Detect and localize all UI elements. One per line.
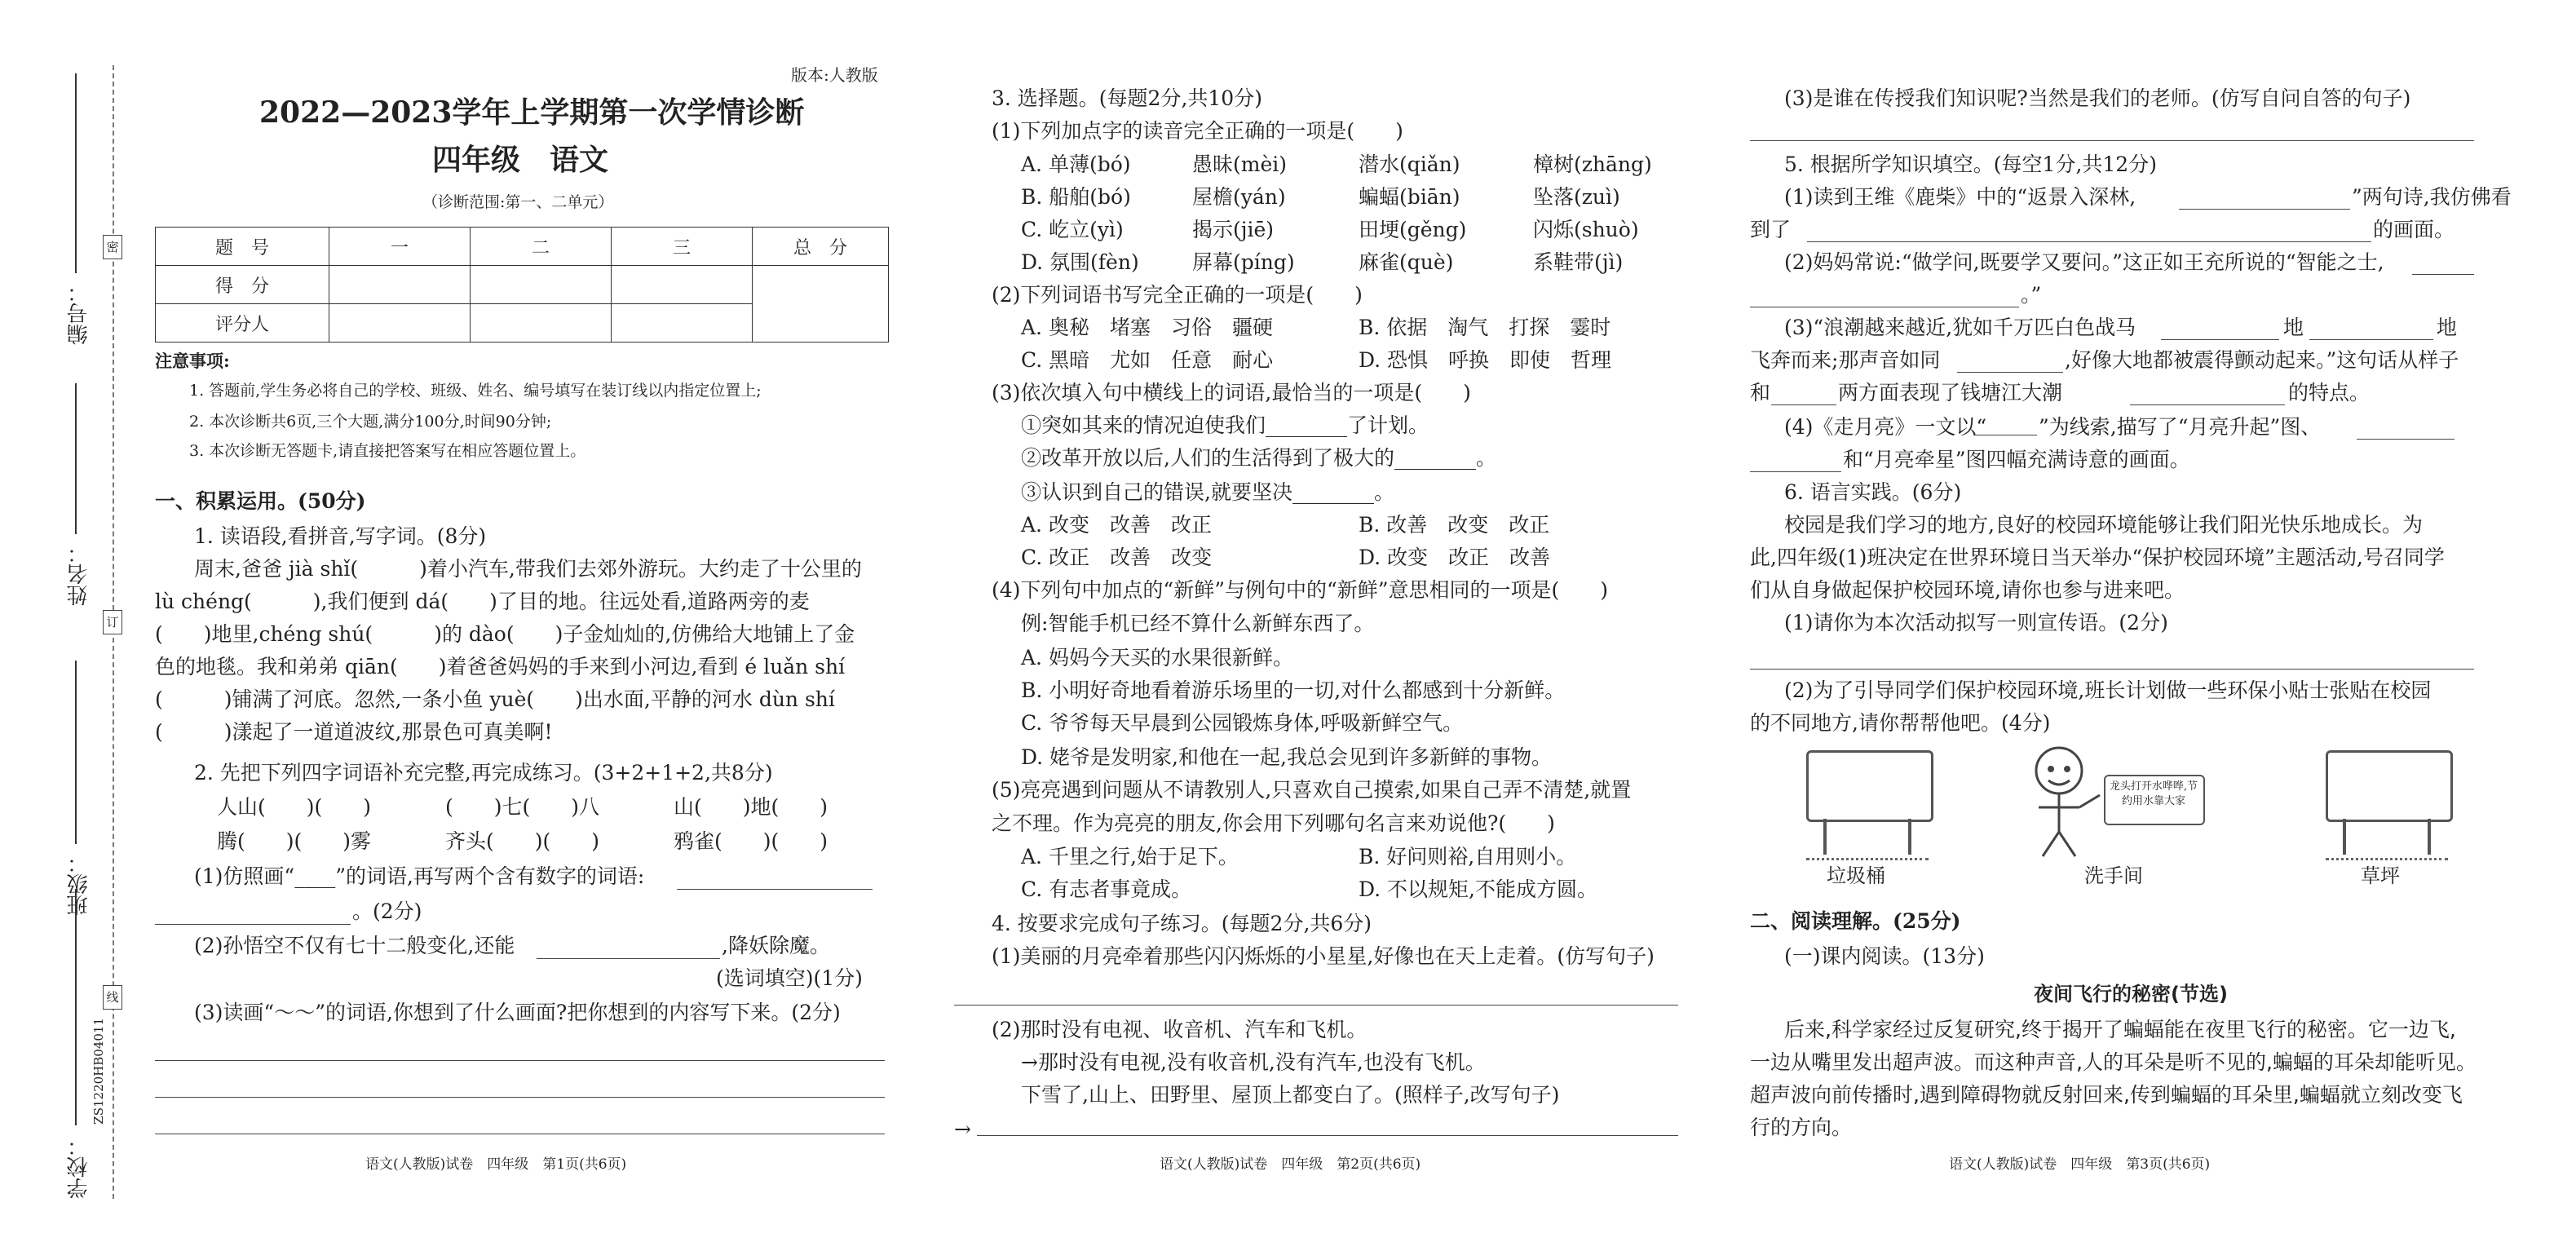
q5-sub-1: (1)读到王维《鹿柴》中的“返景入深林, [1784,185,2136,209]
q6-sub-1: (1)请你为本次活动拟写一则宣传语。(2分) [1784,611,2168,634]
q2-sub-1: (1)仿照画“____”的词语,再写两个含有数字的词语: [194,864,645,888]
q6-sub-2-cont: 的不同地方,请你帮帮他吧。(4分) [1750,711,2051,735]
option[interactable]: C. 爷爷每天早晨到公园锻炼身体,呼吸新鲜空气。 [1021,711,1464,735]
paper-code: ZS1220HB04011 [91,1018,106,1125]
q5-sub-3: (3)“浪潮越来越近,犹如千万匹白色战马 [1784,316,2136,339]
q1-line: 周末,爸爸 jià shǐ( )着小汽车,带我们去郊外游玩。大约走了十公里的 [194,557,862,581]
section-two-sub: (一)课内阅读。(13分) [1784,944,1985,968]
q5-sub-3-cont: 飞奔而来;那声音如同 [1750,348,1941,372]
answer-line[interactable] [1750,140,2474,141]
reading-line: 行的方向。 [1750,1116,1853,1139]
option-word: 系鞋带(jì) [1533,250,1624,274]
q4-sub-3: (3)是谁在传授我们知识呢?当然是我们的老师。(仿写自问自答的句子) [1784,86,2411,110]
name-label: 姓名： [67,542,91,606]
q1-line: ( )漾起了一道道波纹,那景色可真美啊! [155,720,553,744]
question-5: 5. 根据所学知识填空。(每空1分,共12分) [1784,152,2157,176]
q1-line: lù chéng( ),我们便到 dá( )了目的地。往远处看,道路两旁的麦 [155,590,810,613]
option[interactable]: A. 千里之行,始于足下。 [1021,845,1239,869]
sign-post [1908,819,1911,855]
q5-sub-1-end: 的画面。 [2373,218,2455,241]
option[interactable]: B. 依据 淘气 打探 霎时 [1359,316,1611,339]
q6-intro-cont: 此,四年级(1)班决定在世界环境日当天举办“保护校园环境”主题活动,号召同学 [1750,546,2445,569]
sign-post [1823,819,1827,855]
fill-blank[interactable] [1957,372,2063,373]
version-label: 版本:人教版 [791,65,878,85]
sign-post [2428,819,2431,855]
signboard-trash[interactable] [1806,750,1933,822]
fill-blank[interactable] [2412,274,2474,275]
gutter-mark-mi: 密 [103,235,122,259]
idiom-blank[interactable]: ( )七( )八 [445,795,600,819]
sign-post [2343,819,2346,855]
q2-sub-2-note: (选词填空)(1分) [716,966,863,990]
place-lawn: 草坪 [2361,864,2400,887]
q1-line: ( )铺满了河底。忽然,一条小鱼 yuè( )出水面,平静的河水 dùn shí [155,687,835,711]
question-4: 4. 按要求完成句子练习。(每题2分,共6分) [992,912,1372,935]
option[interactable]: D. 恐惧 呼换 即使 哲理 [1359,348,1612,372]
fill-blank[interactable] [1807,241,2371,242]
score-head-2: 二 [471,228,612,266]
signboard-lawn[interactable] [2326,750,2453,822]
score-head-label: 题 号 [156,228,329,266]
fill-blank[interactable] [1771,404,1836,405]
option[interactable]: B. 好问则裕,自用则小。 [1359,845,1577,869]
score-row-label: 得 分 [156,266,329,304]
grader-cell[interactable] [471,304,612,343]
q6-intro-end: 们从自身做起保护校园环境,请你也参与进来吧。 [1750,578,2185,602]
notice-title: 注意事项: [155,351,230,371]
score-head-1: 一 [329,228,471,266]
q4-sub-1: (1)美丽的月亮牵着那些闪闪烁烁的小星星,好像也在天上走着。(仿写句子) [992,944,1655,968]
q3-3-sentence: ①突如其来的情况迫使我们________了计划。 [1021,413,1429,437]
answer-line[interactable] [977,1135,1678,1136]
answer-line[interactable] [537,958,720,959]
question-1: 1. 读语段,看拼音,写字词。(8分) [194,524,487,548]
q3-sub-3: (3)依次填入句中横线上的词语,最恰当的一项是( ) [992,381,1471,404]
q2-sub-3: (3)读画“～～”的词语,你想到了什么画面?把你想到的内容写下来。(2分) [194,1001,841,1024]
grader-cell[interactable] [612,304,753,343]
grader-cell[interactable] [329,304,471,343]
fill-blank[interactable] [2357,439,2454,440]
notice-item: 3. 本次诊断无答题卡,请直接把答案写在相应答题位置上。 [189,442,586,460]
q5-sub-3-cont2: ,好像大地都被震得颤动起来。”这句话从样子 [2065,348,2459,372]
q5-sub-3-end: 的特点。 [2288,381,2371,404]
question-3: 3. 选择题。(每题2分,共10分) [992,86,1262,110]
score-head-total: 总 分 [753,228,889,266]
class-label: 班级： [67,852,91,916]
fill-blank[interactable] [2161,339,2279,340]
option[interactable]: D. 改变 改正 改善 [1359,546,1551,569]
q5-sub-4-tail: ”为线索,描写了“月亮升起”图、 [2039,415,2322,439]
q1-line: 色的地毯。我和弟弟 qiān( )着爸爸妈妈的手来到小河边,看到 é luǎn shí [155,655,846,678]
score-cell[interactable] [471,266,612,304]
option[interactable]: D. 不以规矩,不能成方圆。 [1359,877,1597,901]
option[interactable]: B. 船舶(bó) [1021,185,1131,209]
fill-blank[interactable] [2179,209,2350,210]
q3-sub-4: (4)下列句中加点的“新鲜”与例句中的“新鲜”意思相同的一项是( ) [992,578,1609,602]
option-word: 麻雀(què) [1359,250,1454,274]
q5-sub-4-end: 和“月亮牵星”图四幅充满诗意的画面。 [1843,448,2190,471]
q5-sub-4: (4)《走月亮》一文以“ [1784,415,1987,439]
option[interactable]: B. 小明好奇地看着游乐场里的一切,对什么都感到十分新鲜。 [1021,678,1566,702]
exam-scope: （诊断范围:第一、二单元） [422,193,614,211]
option-word: 潜水(qiǎn) [1359,152,1460,176]
place-restroom: 洗手间 [2084,864,2143,887]
place-trash: 垃圾桶 [1827,864,1885,887]
section-one-heading: 一、积累运用。(50分) [155,489,366,513]
option-word: 樟树(zhāng) [1533,152,1652,176]
section-two-heading: 二、阅读理解。(25分) [1750,909,1961,933]
page-footer: 语文(人教版)试卷 四年级 第2页(共6页) [1160,1156,1421,1173]
q5-sub-1-tail: ”两句诗,我仿佛看 [2352,185,2512,209]
option-word: 闪烁(shuò) [1533,218,1639,241]
answer-line[interactable] [155,1097,885,1098]
option[interactable]: C. 有志者事竟成。 [1021,877,1192,901]
reading-line: 后来,科学家经过反复研究,终于揭开了蝙蝠能在夜里飞行的秘密。它一边飞, [1784,1018,2456,1041]
q3-3-sentence: ③认识到自己的错误,就要坚决________。 [1021,480,1394,504]
option-word: 屏幕(píng) [1192,250,1295,274]
page-subtitle: 四年级 语文 [432,143,609,177]
answer-line[interactable] [155,1060,885,1061]
q3-sub-1: (1)下列加点字的读音完全正确的一项是( ) [992,119,1403,143]
q3-4-example: 例:智能手机已经不算什么新鲜东西了。 [1021,612,1375,635]
fill-blank[interactable] [2309,339,2433,340]
page-footer: 语文(人教版)试卷 四年级 第1页(共6页) [365,1156,627,1173]
q5-sub-2: (2)妈妈常说:“做学问,既要学又要问。”这正如王充所说的“智能之士, [1784,250,2384,274]
option[interactable]: A. 妈妈今天买的水果很新鲜。 [1021,646,1293,670]
option-word: 屋檐(yán) [1192,185,1286,209]
page-title: 2022—2023学年上学期第一次学情诊断 [259,95,805,130]
score-table [155,227,889,343]
text: 地 [2283,316,2304,339]
option-word: 愚昧(mèi) [1192,152,1288,176]
grader-row-label: 评分人 [156,304,329,343]
answer-line[interactable] [954,1005,1678,1006]
reading-line: 一边从嘴里发出超声波。而这种声音,人的耳朵是听不见的,蝙蝠的耳朵却能听见。 [1750,1050,2477,1074]
number-line [75,73,77,273]
option-word: 蝙蝠(biān) [1359,185,1460,209]
q6-sub-2: (2)为了引导同学们保护校园环境,班长计划做一些环保小贴士张贴在校园 [1784,678,2432,702]
q3-sub-5: (5)亮亮遇到问题从不请教别人,只喜欢自己摸索,如果自己弄不清楚,就置 [992,778,1632,802]
name-line [75,383,77,534]
q6-intro: 校园是我们学习的地方,良好的校园环境能够让我们阳光快乐地成长。为 [1784,513,2423,537]
page-footer: 语文(人教版)试卷 四年级 第3页(共6页) [1949,1156,2211,1173]
q5-sub-2-end: 。” [2021,283,2042,307]
fill-blank[interactable] [1750,471,1841,472]
option[interactable]: A. 改变 改善 改正 [1021,513,1212,537]
idiom-blank[interactable]: 腾( )( )雾 [217,829,372,853]
option-word: 田埂(gěng) [1359,218,1467,241]
grass-icon [2326,853,2448,860]
arrow-icon: → [954,1117,971,1141]
grass-icon [1806,853,1929,860]
answer-line[interactable] [155,924,351,925]
idiom-blank[interactable]: 山( )地( ) [674,795,828,819]
number-label: 编号： [67,281,91,345]
q5-sub-1-cont: 到了 [1750,218,1792,241]
idiom-blank[interactable]: 鸦雀( )( ) [674,829,828,853]
class-line [75,661,77,844]
reading-title: 夜间飞行的秘密(节选) [2034,983,2228,1006]
gutter-mark-ding: 订 [103,610,122,634]
option[interactable]: D. 姥爷是发明家,和他在一起,我总会见到许多新鲜的事物。 [1021,745,1552,769]
q3-sub-2: (2)下列词语书写完全正确的一项是( ) [992,283,1363,307]
option[interactable]: C. 改正 改善 改变 [1021,546,1213,569]
question-2: 2. 先把下列四字词语补充完整,再完成练习。(3+2+1+2,共8分) [194,761,773,785]
score-head-3: 三 [612,228,753,266]
answer-line[interactable] [677,889,873,890]
sign-text: 龙头打开水哗哗,节约用水靠大家 [2109,780,2198,808]
option-word: 坠落(zuì) [1533,185,1620,209]
q2-sub-1-score: 。(2分) [352,899,422,923]
q5-sub-3-cont3: 两方面表现了钱塘江大潮 [1838,381,2063,404]
q5-sub-3-tail: 地 [2437,316,2458,339]
option[interactable]: C. 屹立(yì) [1021,218,1124,241]
question-6: 6. 语言实践。(6分) [1784,480,1962,504]
q1-line: ( )地里,chéng shú( )的 dào( )子金灿灿的,仿佛给大地铺上了金 [155,622,855,646]
idiom-blank[interactable]: 人山( )( ) [217,795,372,819]
gutter-mark-xian: 线 [103,985,122,1010]
school-label: 学校： [67,1135,91,1199]
q5-sub-3-and: 和 [1750,381,1771,404]
option[interactable]: A. 奥秘 堵塞 习俗 疆硬 [1021,316,1273,339]
option[interactable]: C. 黑暗 尤如 任意 耐心 [1021,348,1274,372]
q4-sub-2-task: 下雪了,山上、田野里、屋顶上都变白了。(照样子,改写句子) [1021,1083,1560,1107]
idiom-blank[interactable]: 齐头( )( ) [445,829,600,853]
school-line [75,889,77,1125]
score-cell[interactable] [329,266,471,304]
q3-3-sentence: ②改革开放以后,人们的生活得到了极大的________。 [1021,446,1496,470]
reading-line: 超声波向前传播时,遇到障碍物就反射回来,传到蝙蝠的耳朵里,蝙蝠就立刻改变飞 [1750,1083,2463,1107]
q4-sub-2: (2)那时没有电视、收音机、汽车和飞机。 [992,1018,1368,1041]
score-cell[interactable] [612,266,753,304]
score-total-cell[interactable] [753,266,889,343]
option[interactable]: D. 氛围(fèn) [1021,250,1139,274]
fill-blank[interactable] [2130,404,2285,405]
notice-item: 2. 本次诊断共6页,三个大题,满分100分,时间90分钟; [189,413,552,431]
q3-sub-5-cont: 之不理。作为亮亮的朋友,你会用下列哪句名言来劝说他?( ) [992,811,1555,835]
option-word: 揭示(jiē) [1192,218,1275,241]
option[interactable]: B. 改善 改变 改正 [1359,513,1550,537]
notice-item: 1. 答题前,学生务必将自己的学校、班级、姓名、编号填写在装订线以内指定位置上; [189,382,762,400]
option[interactable]: A. 单薄(bó) [1021,152,1131,176]
q4-sub-2-example: →那时没有电视,没有收音机,没有汽车,也没有飞机。 [1021,1050,1486,1074]
q2-sub-2: (2)孙悟空不仅有七十二般变化,还能 [194,934,515,957]
q2-sub-2-tail: ,降妖除魔。 [722,934,830,957]
answer-line[interactable] [1750,669,2474,670]
